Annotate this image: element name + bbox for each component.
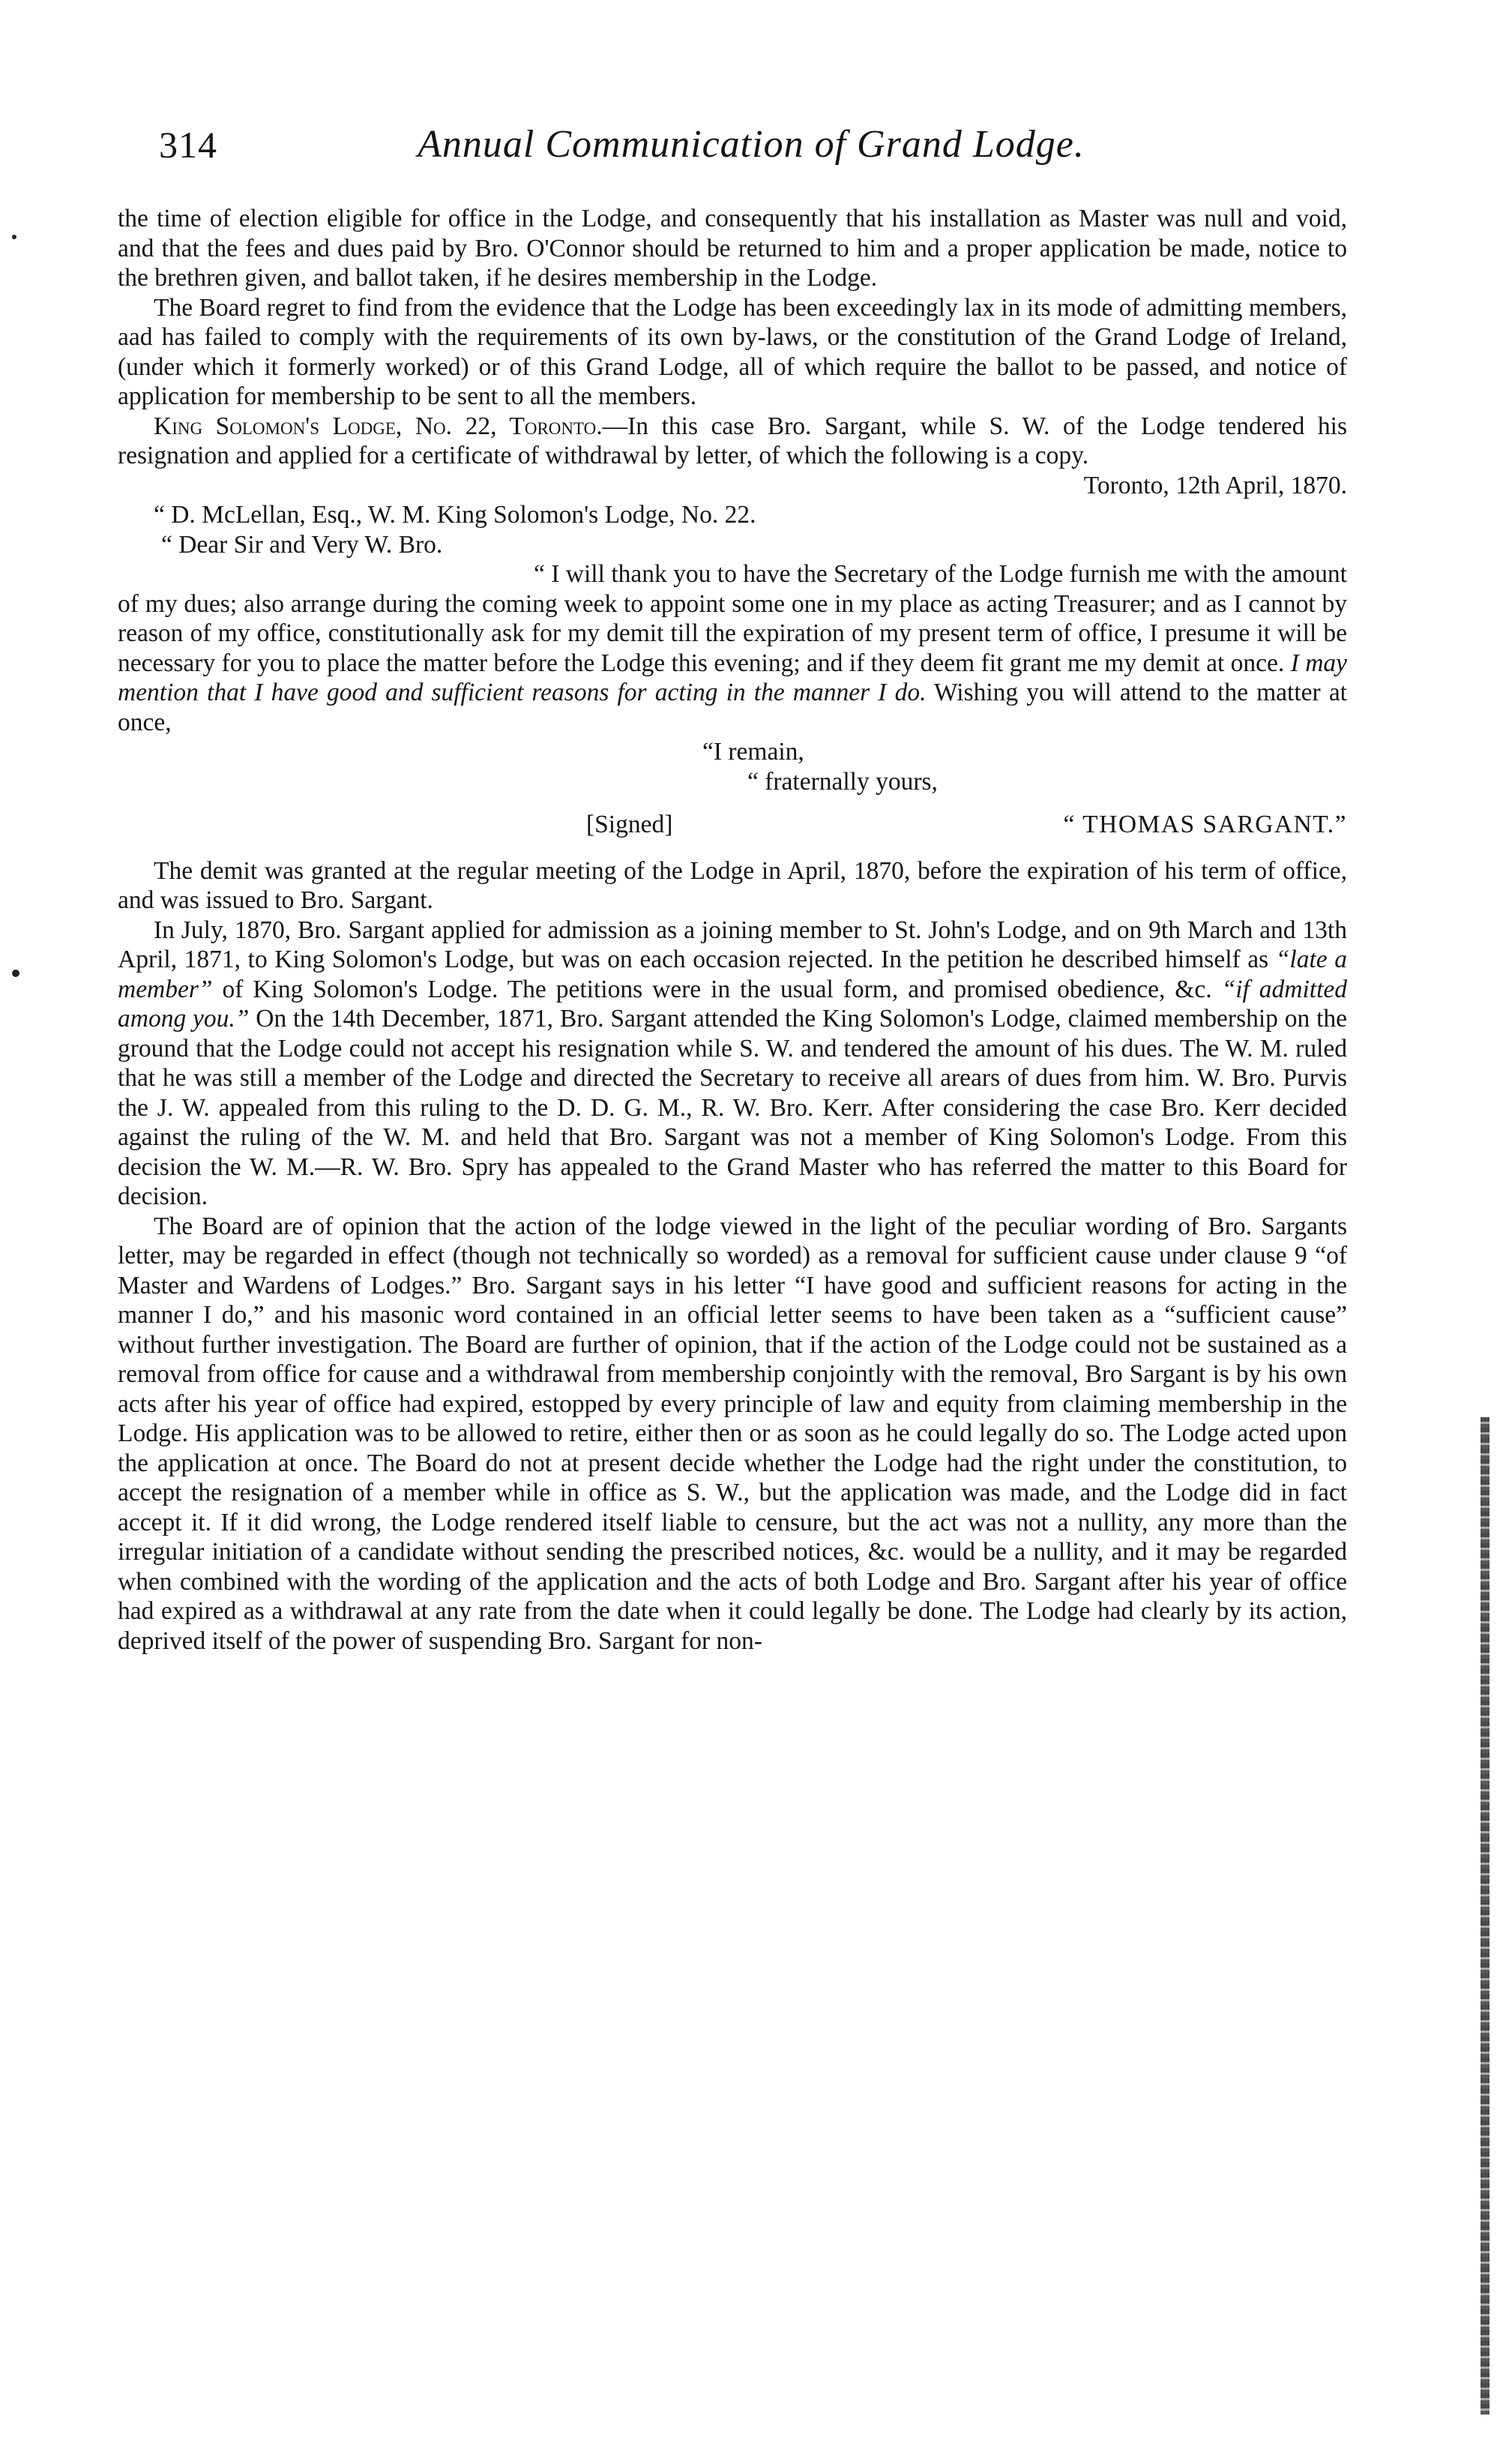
paragraph-text: On the 14th December, 1871, Bro. Sargant attended the King Solomon's Lodge, claimed membership on the ground that the Lodge could not accept his resignation while S. W. and tendered the amount of his dues. The W. M. ruled that he was still a member of the Lodge and directed the Secretary to receive all arears of dues from him. W. Bro. Purvis the J. W. appealed from this ruling to the D. D. G. M., R. W. Bro. Kerr. After considering the case Bro. Kerr decided against the ruling of the W. M. and held that Bro. Sargant was not a member of King Solomon's Lodge. From this decision the W. M.—R. W. Bro. Spry has appealed to the Grand Master who has referred the matter to this Board for decision. <box>118 1005 1347 1210</box>
letter-body <box>118 559 1347 737</box>
letter-body-text: “ I will thank you to have the Secretary of the Lodge furnish me with the amount of my dues; also arrange during the coming week to appoint some one in my place as acting Treasurer; and as I cannot by reason of my office, constitutionally ask for my demit till the expiration of my present term of office, I presume it will be necessary for you to place the matter before the Lodge this evening; and if they deem fit grant me my demit at once. <box>118 560 1347 677</box>
italic-quote: “if admitted among you.” <box>118 975 1348 1033</box>
letter-body-italic: I may mention that I have good and sufficient reasons for acting in the manner I do. <box>118 649 1348 706</box>
page-body <box>118 204 1347 1656</box>
section-heading: King Solomon's Lodge, No. 22, Toronto. <box>154 412 603 440</box>
letter-dateline: Toronto, 12th April, 1870. <box>1083 471 1347 499</box>
signed-name: “ THOMAS SARGANT.” <box>1063 811 1347 838</box>
paragraph: The Board regret to find from the evidence that the Lodge has been exceedingly lax in its mode of admitting members, aad has failed to comply with the requirements of its own by-laws, or the constitution of the Grand Lodge of Ireland, (under which it formerly worked) or of this Grand Lodge, all of which require the ballot to be passed, and notice of application for membership to be sent to all the members. <box>118 293 1347 410</box>
page-speck <box>12 235 16 239</box>
paragraph: The demit was granted at the regular meeting of the Lodge in April, 1870, before the expiration of his term of office, and was issued to Bro. Sargant. <box>118 856 1347 914</box>
paragraph-king-solomons-lodge <box>118 412 1347 471</box>
paragraph <box>118 916 1347 1212</box>
letter-addressee: “ D. McLellan, Esq., W. M. King Solomon's Lodge, No. 22. <box>154 501 756 529</box>
running-title: Annual Communication of Grand Lodge. <box>418 123 1085 166</box>
paragraph: the time of election eligible for office in the Lodge, and consequently that his installation as Master was null and void, and that the fees and dues paid by Bro. O'Connor should be returned to him and a proper application be made, notice to the brethren given, and ballot taken, if he desires membership in the Lodge. <box>118 205 1347 292</box>
paragraph-text: —In this case Bro. Sargant, while S. W. of the Lodge tendered his resignation and applied for a certificate of withdrawal by letter, of which the following is a copy. <box>118 412 1347 469</box>
page-speck <box>12 970 19 977</box>
scan-edge-mark <box>1481 1417 1490 2415</box>
paragraph-text: In July, 1870, Bro. Sargant applied for admission as a joining member to St. John's Lodge, and on 9th March and 13th April, 1871, to King Solomon's Lodge, but was on each occasion rejected. In the petition he described himself as <box>118 916 1347 973</box>
page-number: 314 <box>159 124 217 166</box>
letter-body-end: Wishing you will attend to the matter at once, <box>118 679 1347 736</box>
letter-salutation: “ Dear Sir and Very W. Bro. <box>161 530 443 559</box>
paragraph: The Board are of opinion that the action of the lodge viewed in the light of the peculiar wording of Bro. Sargants letter, may be regarded in effect (though not technically so worded) as a removal for sufficient cause under clause 9 “of Master and Wardens of Lodges.” Bro. Sargant says in his letter “I have good and sufficient reasons for acting in the manner I do,” and his masonic word contained in an official letter seems to have been taken as a “sufficient cause” without further investigation. The Board are further of opinion, that if the action of the Lodge could not be sustained as a removal from office for cause and a withdrawal from membership conjointly with the removal, Bro Sargant is by his own acts after his year of office had expired, estopped by every principle of law and equity from claiming membership in the Lodge. His application was to be allowed to retire, either then or as soon as he could legally do so. The Lodge acted upon the application at once. The Board do not at present decide whether the Lodge had the right under the constitution, to accept the resignation of a member while in office as S. W., but the application was made, and the Lodge did in fact accept it. If it did wrong, the Lodge rendered itself liable to censure, but the act was not a nullity, any more than the irregular initiation of a candidate without sending the prescribed notices, &c. would be a nullity, and it may be regarded when combined with the wording of the application and the acts of both Lodge and Bro. Sargant after his year of office had expired as a withdrawal at any rate from the date when it could legally be done. The Lodge had clearly by its action, deprived itself of the power of suspending Bro. Sargant for non- <box>118 1212 1347 1655</box>
signed-label: [Signed] <box>586 811 673 838</box>
italic-quote: “late a member” <box>118 946 1347 1003</box>
paragraph-text: of King Solomon's Lodge. The petitions were in the usual form, and promised obedience, &c. <box>222 975 1212 1003</box>
letter-signature <box>118 810 1347 840</box>
letter-closing: “ fraternally yours, <box>747 767 938 796</box>
page-header <box>159 118 1343 171</box>
letter-closing: “I remain, <box>702 738 804 766</box>
